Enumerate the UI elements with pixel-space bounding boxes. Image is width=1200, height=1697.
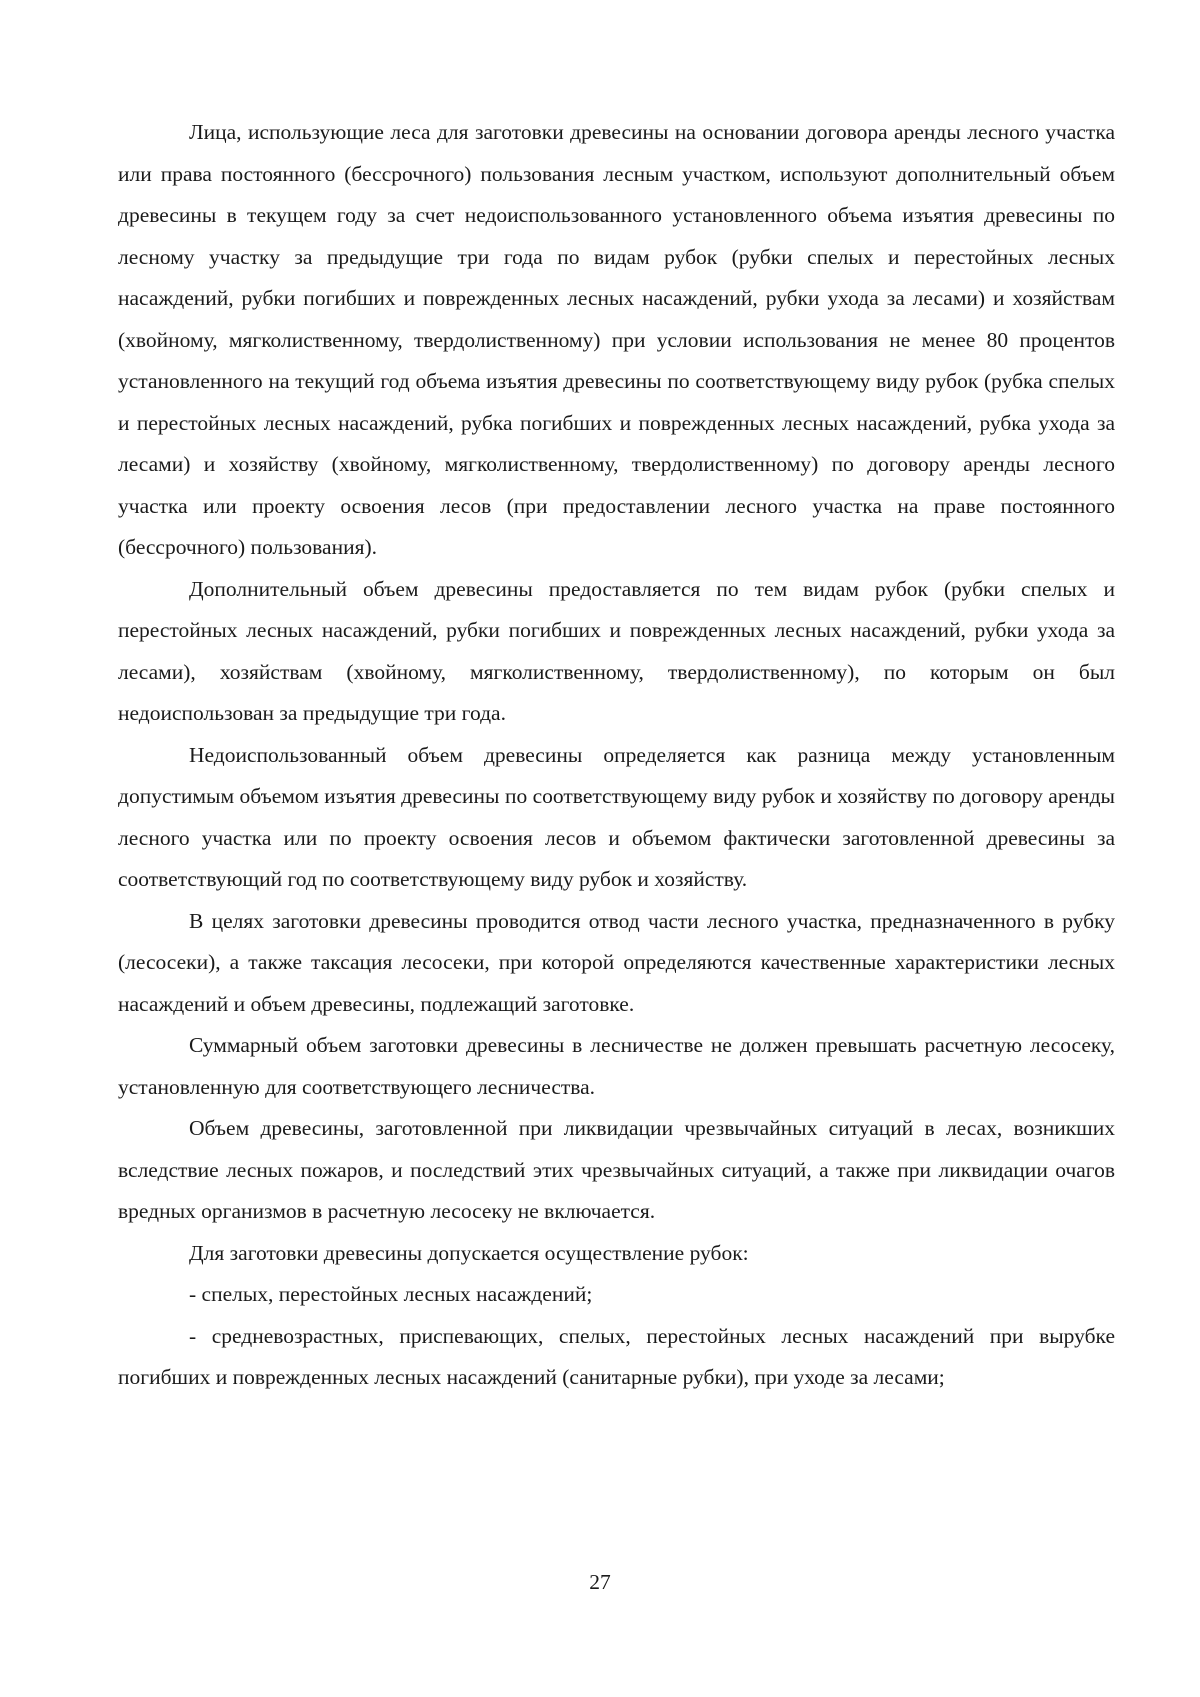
list-item-mature-stands: - спелых, перестойных лесных насаждений; (189, 1282, 593, 1306)
paragraph-allowed-cuttings-intro: Для заготовки древесины допускается осуществление рубок: (189, 1240, 749, 1265)
paragraph-emergency-volume: Объем древесины, заготовленной при ликвидации чрезвычайных ситуаций в лесах, возникших вследствие лесных пожаров, и последствий этих чрезвычайных ситуаций, а также при ликвидации очагов вредных организмов в расчетную лесосеку не включается. (118, 1116, 1115, 1223)
body-text (118, 112, 1115, 1399)
paragraph-unused-volume-definition: Недоиспользованный объем древесины определяется как разница между установленным допустимым объемом изъятия древесины по соответствующему виду рубок и хозяйству по договору аренды лесного участка или по проекту освоения лесов и объемом фактически заготовленной древесины за соответствующий год по соответствующему виду рубок и хозяйству. (118, 742, 1115, 891)
paragraph-additional-volume-scope: Дополнительный объем древесины предоставляется по тем видам рубок (рубки спелых и перестойных лесных насаждений, рубки погибших и поврежденных лесных насаждений, рубки ухода за лесами), хозяйствам (хвойному, мягколиственному, твердолиственному), по которым он был недоиспользован за предыдущие три года. (118, 576, 1115, 725)
list-item-sanitary-cuttings: - средневозрастных, приспевающих, спелых, перестойных лесных насаждений при вырубке погибших и поврежденных лесных насаждений (санитарные рубки), при уходе за лесами; (118, 1323, 1115, 1389)
paragraph-plot-allotment: В целях заготовки древесины проводится отвод части лесного участка, предназначенного в рубку (лесосеки), а также таксация лесосеки, при которой определяются качественные характеристики лесных насаждений и объем древесины, подлежащий заготовке. (118, 908, 1115, 1016)
page-number: 27 (589, 1570, 611, 1594)
paragraph-additional-volume-rules: Лица, использующие леса для заготовки древесины на основании договора аренды лесного участка или права постоянного (бессрочного) пользования лесным участком, используют дополнительный объем древесины в текущем году за счет недоиспользованного установленного объема изъятия древесины по лесному участку за предыдущие три года по видам рубок (рубки спелых и перестойных лесных насаждений, рубки погибших и поврежденных лесных насаждений, рубки ухода за лесами) и хозяйствам (хвойному, мягколиственному, твердолиственному) при условии использования не менее 80 процентов установленного на текущий год объема изъятия древесины по соответствующему виду рубок (рубка спелых и перестойных лесных насаждений, рубка погибших и поврежденных лесных насаждений, рубка ухода за лесами) и хозяйству (хвойному, мягколиственному, твердолиственному) по договору аренды лесного участка или проекту освоения лесов (при предоставлении лесного участка на праве постоянного (бессрочного) пользования). (118, 120, 1115, 559)
paragraph-total-volume-limit: Суммарный объем заготовки древесины в лесничестве не должен превышать расчетную лесосеку, установленную для соответствующего лесничества. (118, 1033, 1115, 1099)
